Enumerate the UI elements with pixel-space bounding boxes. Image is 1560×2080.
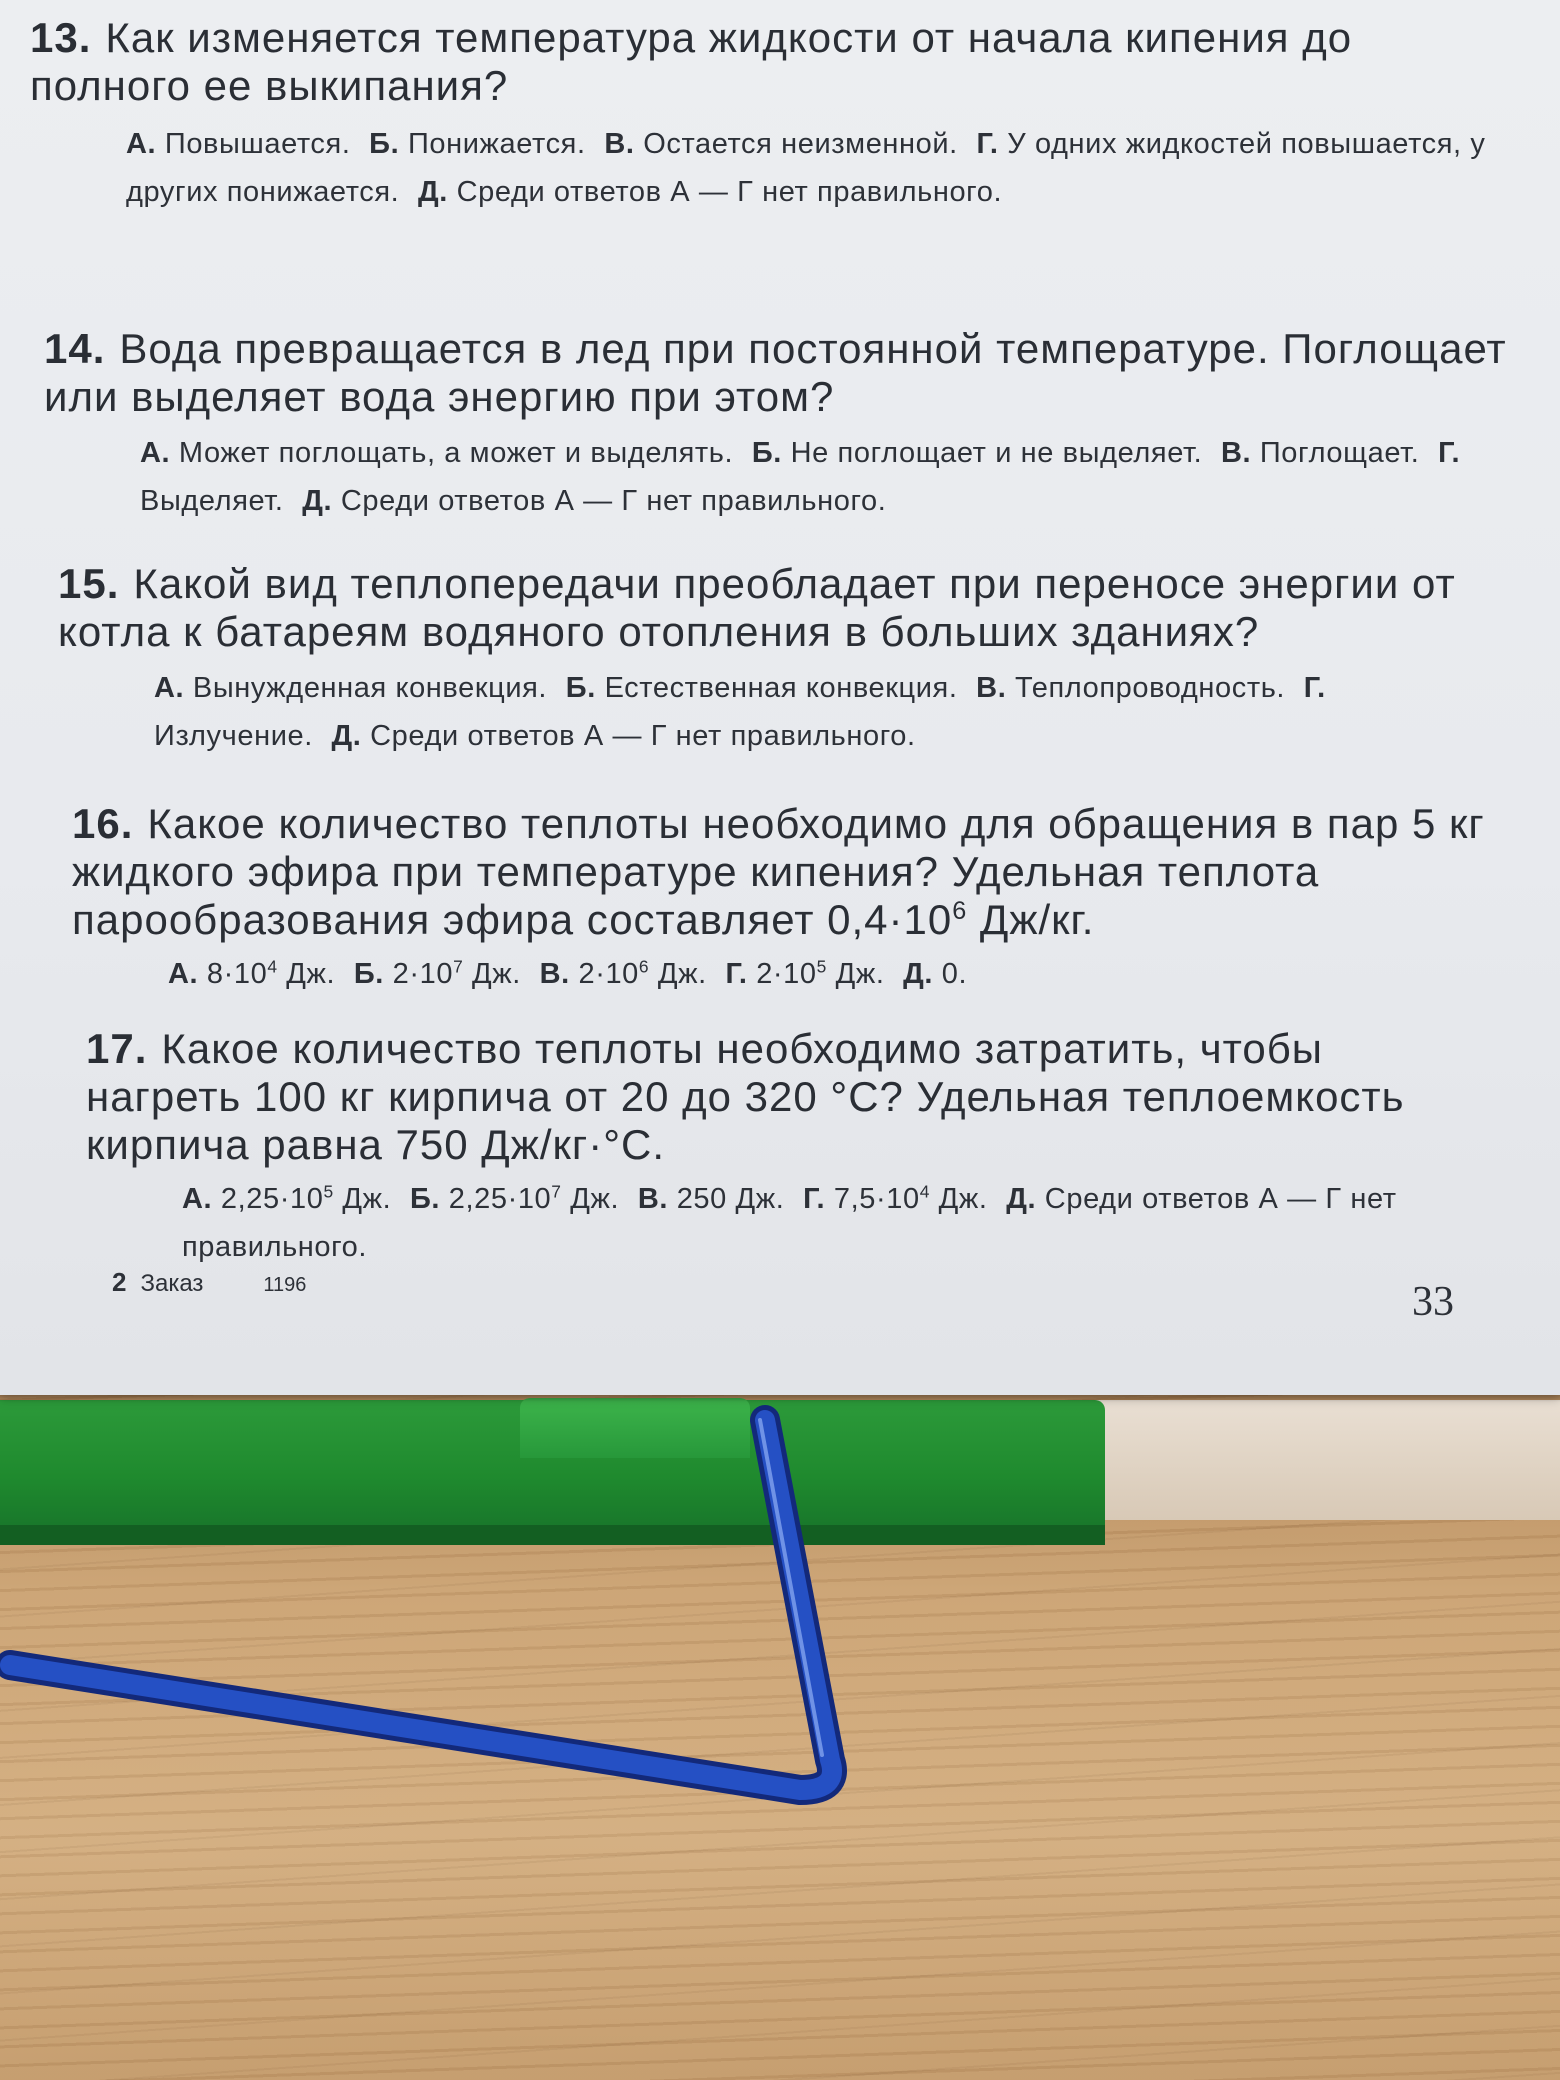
answer-option: [1221, 437, 1419, 469]
heat-value-unit: Дж/кг.: [967, 896, 1095, 943]
answer-letter: В.: [539, 958, 570, 990]
heat-value-exponent: 6: [952, 897, 968, 925]
heat-value: 0,4·10: [827, 896, 953, 943]
answer-option: [182, 1183, 391, 1215]
answer-letter: А.: [182, 1183, 213, 1215]
question-number: 16.: [72, 800, 134, 847]
answer-text: Повышается.: [164, 128, 351, 160]
question-14: [44, 325, 1514, 525]
answer-unit: Дж.: [561, 1183, 620, 1215]
answer-text: Среди ответов А — Г нет правильного.: [370, 720, 916, 752]
answer-text: Теплопроводность.: [1015, 672, 1286, 704]
answer-options: [140, 429, 1520, 525]
answer-exponent: 7: [453, 956, 464, 977]
answer-letter: Д.: [903, 958, 934, 990]
order-code: 1196: [263, 1274, 307, 1296]
answer-unit: Дж.: [649, 958, 707, 990]
question-body: Какое количество теплоты необходимо затратить, чтобы нагреть 100 кг кирпича от 20 до 320 °C? Удельная теплоемкость кирпича равна 750 Дж/кг·°C.: [86, 1025, 1405, 1168]
answer-value: Среди ответов А — Г нет правильного.: [182, 1183, 1397, 1263]
green-stand-clip: [520, 1398, 750, 1458]
answer-letter: А.: [168, 958, 199, 990]
answer-letter: Б.: [409, 1183, 441, 1215]
answer-letter: Г.: [725, 958, 748, 990]
answer-letter: Б.: [565, 672, 596, 704]
answer-value: 7,5·10: [833, 1183, 920, 1215]
answer-exponent: 5: [323, 1181, 334, 1202]
question-number: 14.: [44, 325, 106, 372]
answer-exponent: 6: [638, 956, 650, 977]
answer-letter: Д.: [1006, 1183, 1037, 1215]
answer-option: [604, 128, 958, 160]
answer-options: [126, 120, 1526, 216]
answer-option: [725, 958, 884, 990]
answer-exponent: 7: [551, 1181, 562, 1202]
answer-option: [418, 176, 1002, 208]
answer-letter: А.: [140, 437, 171, 469]
answer-value: 0.: [941, 958, 968, 990]
question-text: [72, 800, 1492, 944]
answer-option: [154, 672, 547, 704]
answer-option: [976, 672, 1285, 704]
answer-unit: Дж.: [277, 958, 336, 990]
answer-value: 2·10: [578, 958, 639, 990]
print-signature: [112, 1267, 306, 1298]
answer-letter: А.: [126, 128, 157, 160]
answer-options: [154, 664, 1494, 760]
answer-letter: Г.: [976, 128, 999, 160]
answer-option: [332, 720, 916, 752]
background-wall: [1080, 1400, 1560, 1520]
question-body: Какой вид теплопередачи преобладает при переносе энергии от котла к батареям водяного отопления в больших зданиях?: [58, 560, 1456, 655]
answer-letter: Б.: [353, 958, 384, 990]
answer-unit: Дж.: [929, 1183, 988, 1215]
answer-letter: Г.: [1303, 672, 1326, 704]
answer-letter: Г.: [1438, 437, 1461, 469]
answer-value: 8·10: [206, 958, 268, 990]
answer-letter: Г.: [803, 1183, 826, 1215]
order-label: Заказ: [140, 1270, 204, 1297]
answer-text: Понижается.: [407, 128, 586, 160]
question-number: 15.: [58, 560, 120, 607]
answer-letter: В.: [637, 1183, 669, 1215]
answer-letter: В.: [1220, 437, 1252, 469]
answer-text: Среди ответов А — Г нет правильного.: [456, 176, 1003, 208]
question-body: Как изменяется температура жидкости от начала кипения до полного ее выкипания?: [30, 14, 1353, 109]
answer-option: [354, 958, 521, 990]
question-17: [86, 1025, 1486, 1271]
green-stand-ledge: [0, 1525, 1105, 1545]
question-text: [58, 560, 1498, 656]
answer-text: Выделяет.: [140, 485, 284, 517]
answer-option: [803, 1183, 987, 1215]
answer-exponent: 4: [267, 956, 278, 977]
answer-text: Поглощает.: [1259, 437, 1420, 469]
answer-value: 2,25·10: [220, 1183, 324, 1215]
answer-option: [140, 437, 733, 469]
question-16: [72, 800, 1492, 998]
answer-unit: Дж.: [463, 958, 521, 990]
answer-option: [903, 958, 967, 990]
answer-text: Среди ответов А — Г нет правильного.: [340, 485, 887, 517]
answer-options: [168, 950, 1488, 998]
answer-letter: Д.: [418, 176, 448, 208]
sheet-number: 2: [112, 1267, 127, 1297]
answer-exponent: 4: [919, 1181, 930, 1202]
question-text: [86, 1025, 1486, 1169]
answer-text: У одних жидкостей повышается, у других понижается.: [126, 128, 1486, 208]
answer-unit: Дж.: [826, 958, 885, 990]
answer-option: [126, 128, 350, 160]
answer-option: [638, 1183, 785, 1215]
question-text: [44, 325, 1514, 421]
question-text: [30, 14, 1510, 110]
answer-letter: А.: [154, 672, 185, 704]
answer-text: Может поглощать, а может и выделять.: [178, 437, 734, 469]
answer-option: [752, 437, 1202, 469]
answer-letter: Д.: [302, 485, 333, 517]
answer-value: 2·10: [392, 958, 454, 990]
question-number: 13.: [30, 14, 92, 61]
answer-letter: Б.: [751, 437, 782, 469]
question-number: 17.: [86, 1025, 148, 1072]
question-body: Вода превращается в лед при постоянной температуре. Поглощает или выделяет вода энергию при этом?: [44, 325, 1507, 420]
answer-value: 2,25·10: [448, 1183, 552, 1215]
page-number: 33: [1412, 1279, 1454, 1325]
answer-text: Не поглощает и не выделяет.: [790, 437, 1203, 469]
answer-value: 250 Дж.: [676, 1183, 785, 1215]
answer-letter: Д.: [331, 720, 362, 752]
answer-text: Вынужденная конвекция.: [192, 672, 548, 704]
answer-option: [540, 958, 707, 990]
answer-option: [168, 958, 335, 990]
answer-option: [566, 672, 958, 704]
answer-letter: Б.: [369, 128, 400, 160]
answer-value: 2·10: [756, 958, 817, 990]
answer-option: [369, 128, 585, 160]
answer-option: [410, 1183, 619, 1215]
answer-options: [182, 1175, 1482, 1271]
question-15: [58, 560, 1498, 760]
answer-unit: Дж.: [333, 1183, 392, 1215]
answer-text: Естественная конвекция.: [604, 672, 958, 704]
answer-text: Излучение.: [154, 720, 313, 752]
answer-option: [302, 485, 886, 517]
answer-text: Остается неизменной.: [643, 128, 958, 160]
answer-letter: В.: [976, 672, 1007, 704]
question-body: Какое количество теплоты необходимо для обращения в пар 5 кг жидкого эфира при температуре кипения? Удельная теплота парообразования эфира составляет: [72, 800, 1485, 943]
answer-letter: В.: [604, 128, 635, 160]
question-13: [30, 14, 1510, 216]
answer-exponent: 5: [816, 956, 827, 977]
